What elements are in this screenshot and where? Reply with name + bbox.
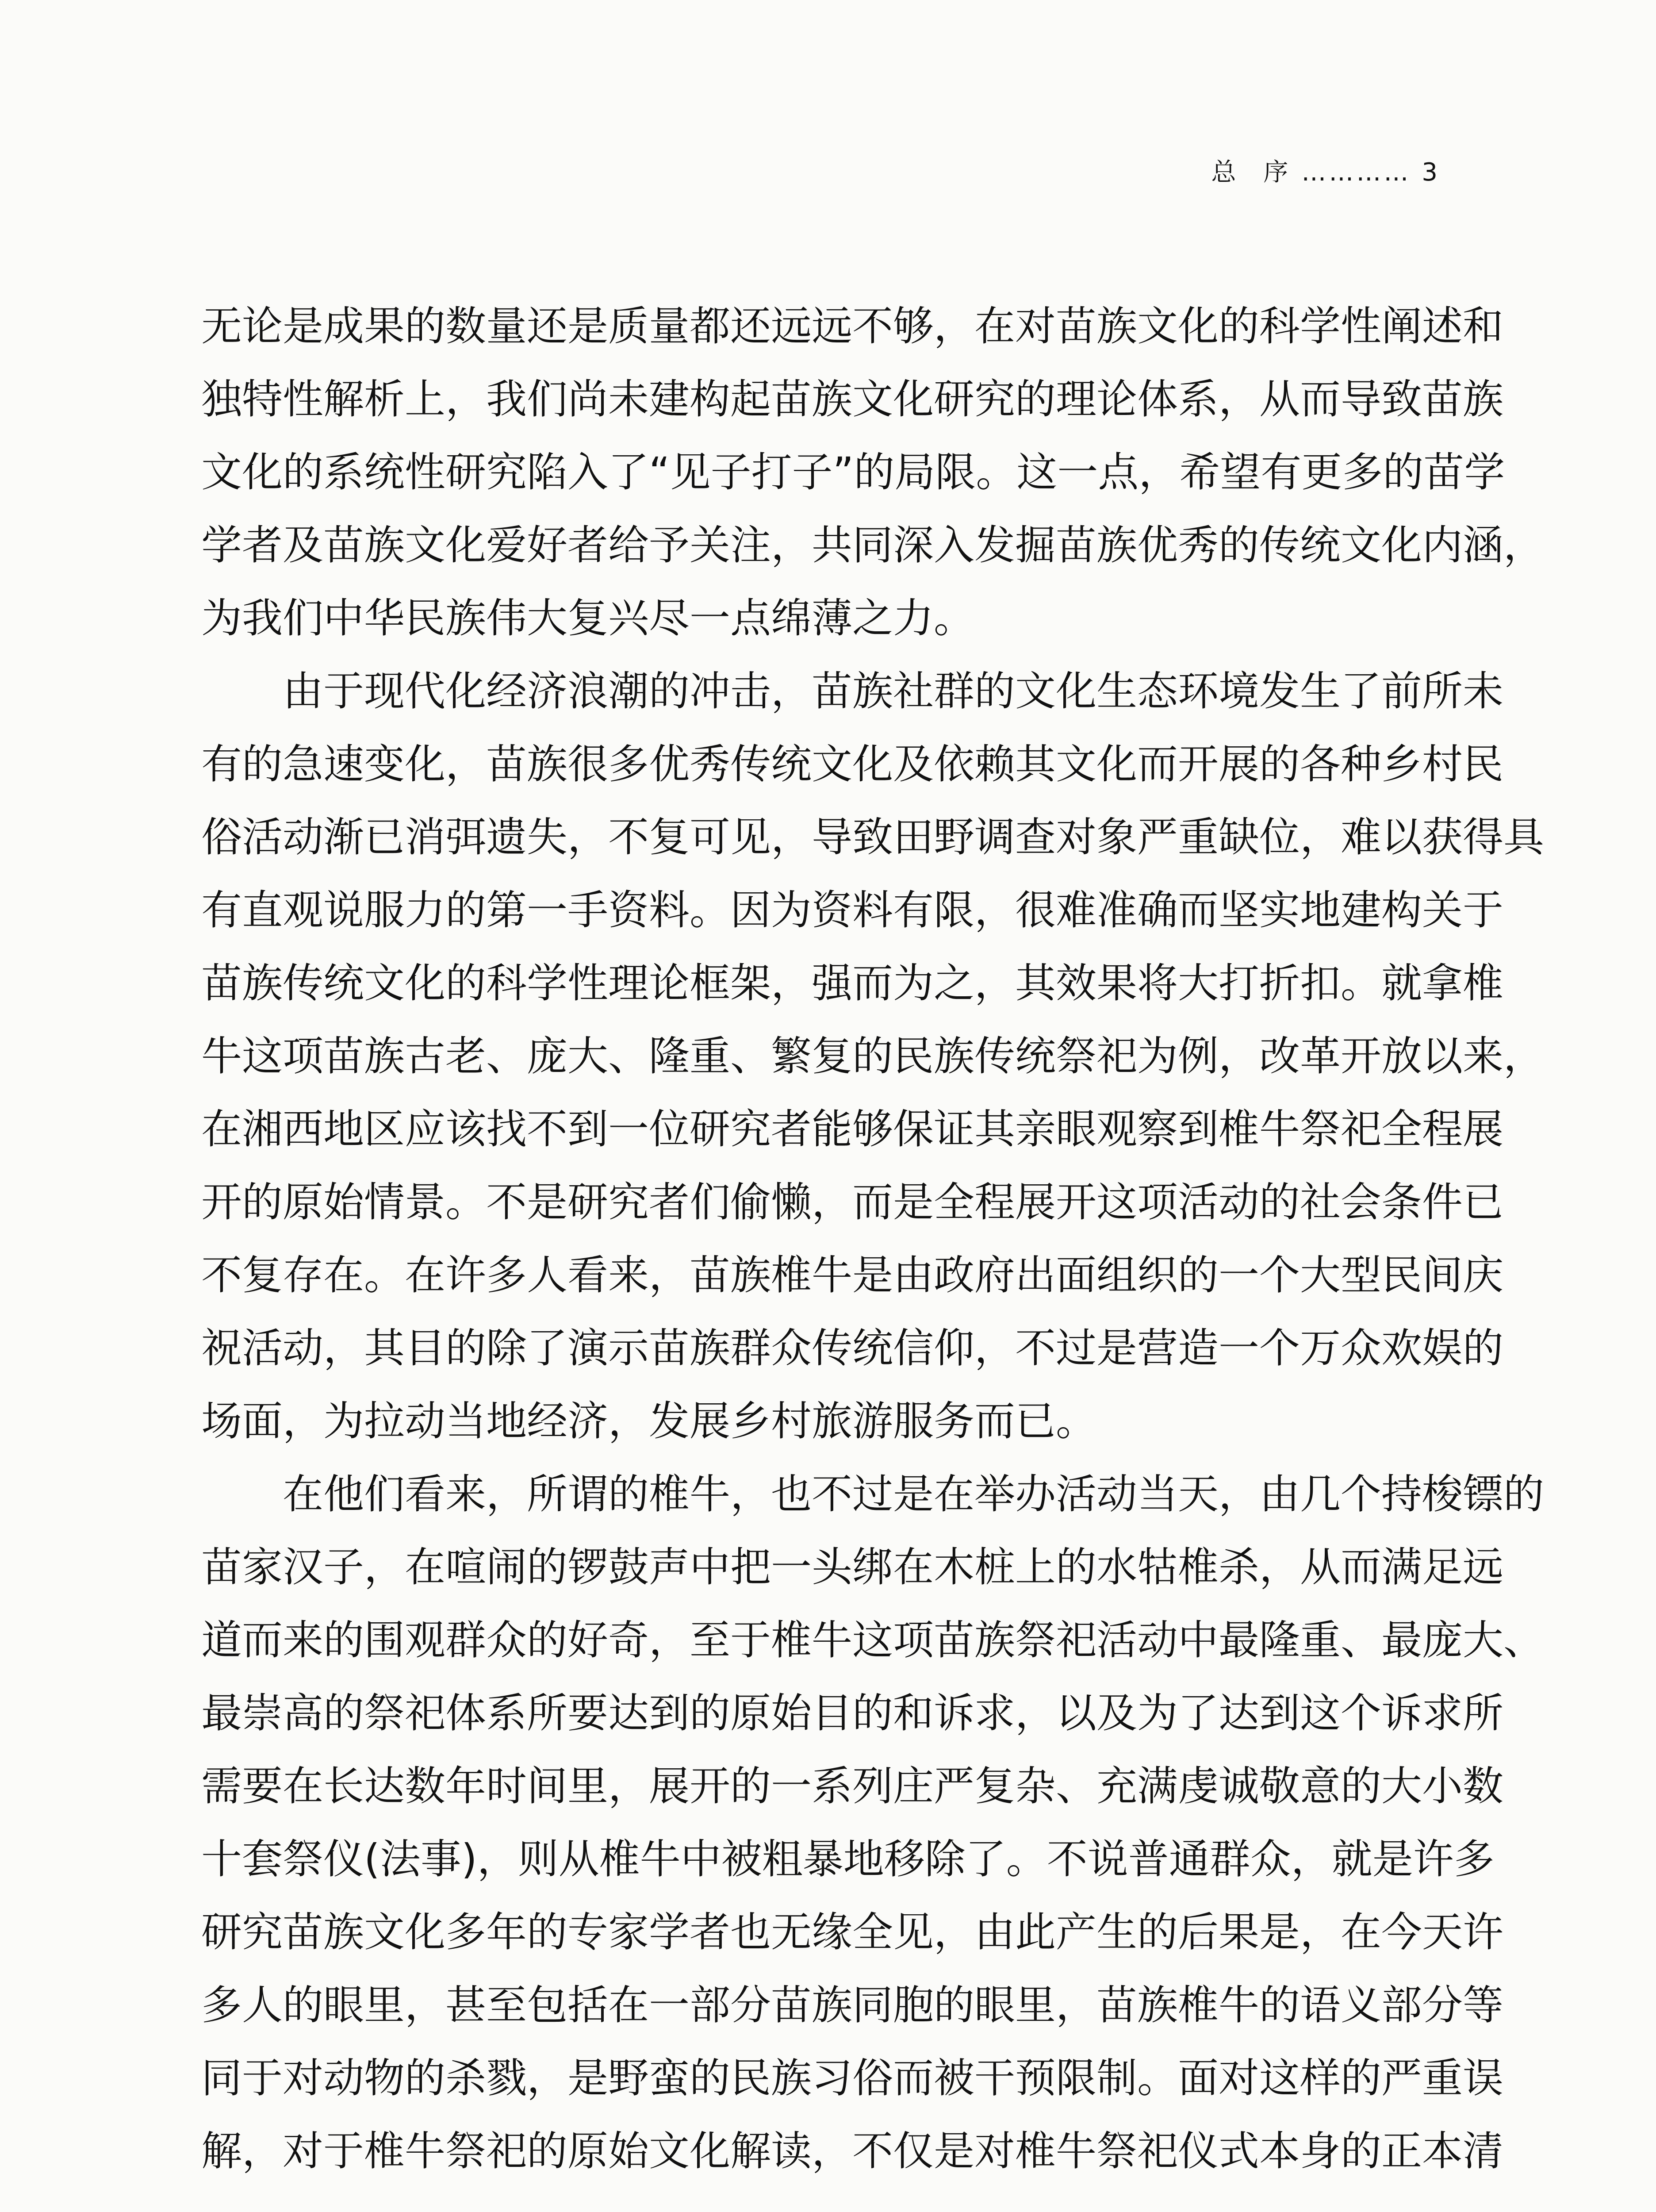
text-line: 由于现代化经济浪潮的冲击，苗族社群的文化生态环境发生了前所未 <box>283 668 1504 715</box>
text-line: 需要在长达数年时间里，展开的一系列庄严复杂、充满虔诚敬意的大小数 <box>201 1763 1504 1810</box>
text-line: 道而来的围观群众的好奇，至于椎牛这项苗族祭祀活动中最隆重、最庞大、 <box>201 1617 1545 1664</box>
text-line: 祝活动，其目的除了演示苗族群众传统信仰，不过是营造一个万众欢娱的 <box>201 1325 1504 1372</box>
body-text <box>201 290 1545 2188</box>
text-line: 文化的系统性研究陷入了“见子打子”的局限。这一点，希望有更多的苗学 <box>201 449 1505 496</box>
text-line: 研究苗族文化多年的专家学者也无缘全见，由此产生的后果是，在今天许 <box>201 1909 1504 1956</box>
text-line: 俗活动渐已消弭遗失，不复可见，导致田野调查对象严重缺位，难以获得具 <box>201 814 1545 861</box>
text-line: 同于对动物的杀戮，是野蛮的民族习俗而被干预限制。面对这样的严重误 <box>201 2055 1504 2102</box>
text-line: 无论是成果的数量还是质量都还远远不够，在对苗族文化的科学性阐述和 <box>201 303 1504 350</box>
text-line: 开的原始情景。不是研究者们偷懒，而是全程展开这项活动的社会条件已 <box>201 1179 1504 1226</box>
text-line: 在湘西地区应该找不到一位研究者能够保证其亲眼观察到椎牛祭祀全程展 <box>201 1106 1504 1153</box>
text-line: 为我们中华民族伟大复兴尽一点绵薄之力。 <box>201 595 975 642</box>
text-line: 解，对于椎牛祭祀的原始文化解读，不仅是对椎牛祭祀仪式本身的正本清 <box>201 2128 1504 2175</box>
text-line: 不复存在。在许多人看来，苗族椎牛是由政府出面组织的一个大型民间庆 <box>201 1252 1504 1299</box>
text-line: 牛这项苗族古老、庞大、隆重、繁复的民族传统祭祀为例，改革开放以来， <box>201 1033 1545 1080</box>
text-line: 有的急速变化，苗族很多优秀传统文化及依赖其文化而开展的各种乡村民 <box>201 741 1504 788</box>
text-line: 有直观说服力的第一手资料。因为资料有限，很难准确而坚实地建构关于 <box>201 887 1504 934</box>
text-line: 最崇高的祭祀体系所要达到的原始目的和诉求，以及为了达到这个诉求所 <box>201 1690 1504 1737</box>
text-line: 场面，为拉动当地经济，发展乡村旅游服务而已。 <box>201 1398 1097 1445</box>
text-line: 独特性解析上，我们尚未建构起苗族文化研究的理论体系，从而导致苗族 <box>201 376 1504 423</box>
text-line: 苗家汉子，在喧闹的锣鼓声中把一头绑在木桩上的水牯椎杀，从而满足远 <box>201 1544 1504 1591</box>
page-number: 3 <box>1422 158 1439 187</box>
running-header <box>1211 153 1439 188</box>
text-line: 十套祭仪(法事)，则从椎牛中被粗暴地移除了。不说普通群众，就是许多 <box>201 1836 1495 1883</box>
section-title: 总 序 <box>1211 158 1298 187</box>
dot-leader: ………… <box>1301 158 1411 187</box>
text-line: 在他们看来，所谓的椎牛，也不过是在举办活动当天，由几个持梭镖的 <box>283 1471 1545 1518</box>
text-line: 苗族传统文化的科学性理论框架，强而为之，其效果将大打折扣。就拿椎 <box>201 960 1504 1007</box>
text-line: 多人的眼里，甚至包括在一部分苗族同胞的眼里，苗族椎牛的语义部分等 <box>201 1982 1504 2029</box>
text-line: 学者及苗族文化爱好者给予关注，共同深入发掘苗族优秀的传统文化内涵， <box>201 522 1545 569</box>
